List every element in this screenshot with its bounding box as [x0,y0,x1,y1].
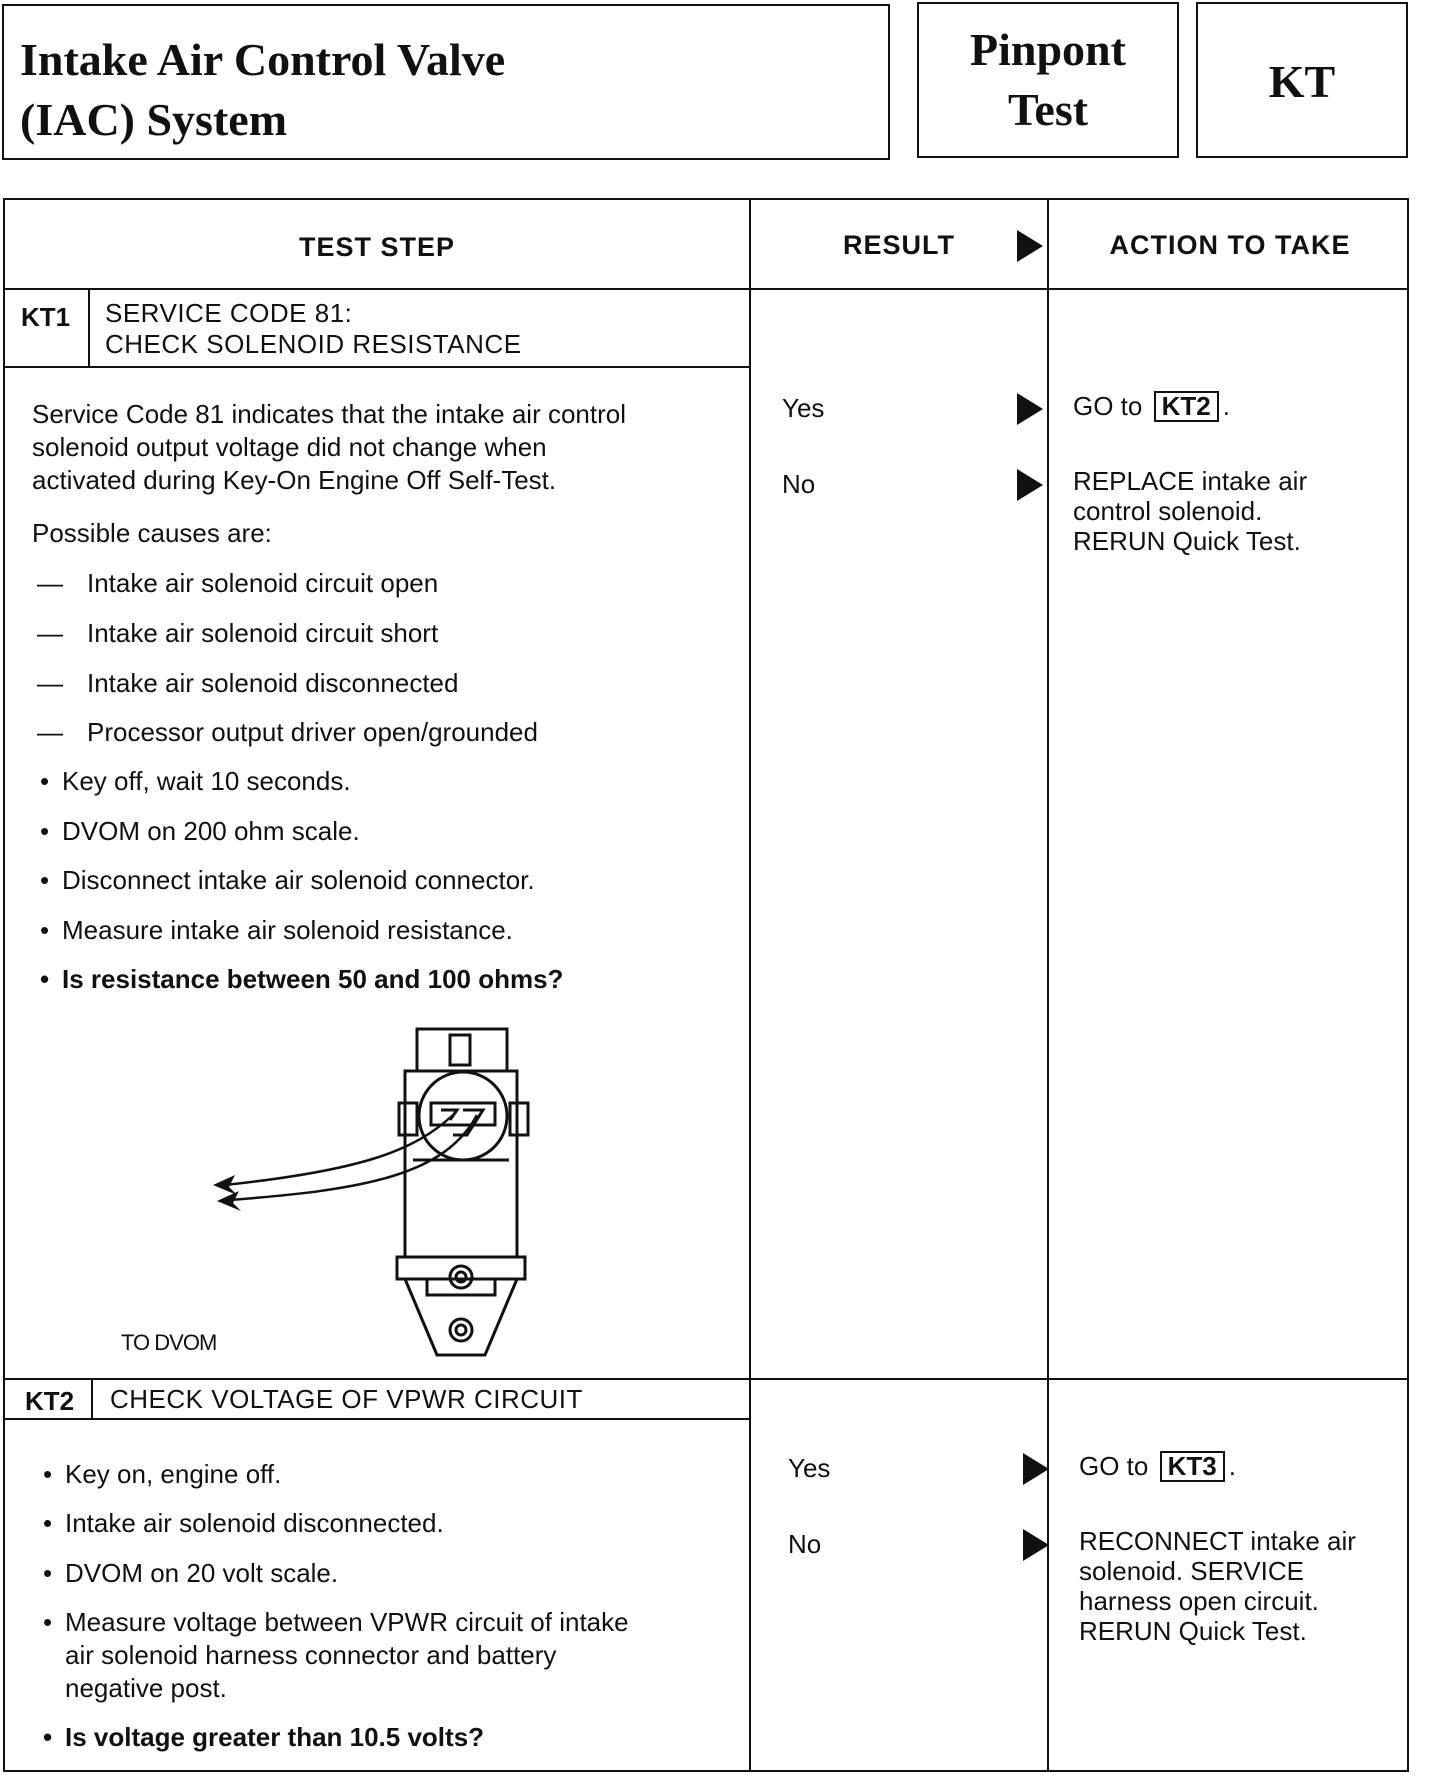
kt1-id-divider [88,290,90,368]
kt2-action-no-line: RECONNECT intake air [1079,1526,1356,1556]
kt2-action-yes-suffix: . [1228,1451,1236,1481]
kt1-step: • Key off, wait 10 seconds. [62,765,351,798]
kt2-action-no [1079,1526,1356,1646]
page-title [2,4,890,160]
kt1-yes-arrow-icon [1017,393,1043,425]
header-arrow-icon [1017,230,1043,262]
kt1-description [32,398,626,497]
title-line-1: Intake Air Control Valve [20,34,506,85]
pinpoint-test-table [3,198,1409,1772]
cause-item: — Intake air solenoid circuit open [87,567,438,600]
cause-item: — Intake air solenoid circuit short [87,617,438,650]
kt2-action-no-line: harness open circuit. [1079,1586,1319,1616]
kt2-action-yes [1079,1450,1236,1483]
kt1-action-yes [1073,390,1230,423]
kt1-title-line-1: SERVICE CODE 81: [105,298,353,328]
kt2-goto-kt3-link[interactable]: KT3 [1160,1451,1225,1482]
kt2-result-no: No [788,1529,822,1559]
causes-label: Possible causes are: [32,518,272,548]
kt1-no-arrow-icon [1017,469,1043,501]
kt1-description-line: activated during Key-On Engine Off Self-Test. [32,465,557,495]
column-header-test-step: TEST STEP [298,232,456,262]
kt1-action-no [1073,466,1307,556]
column-header-result: RESULT [843,230,955,260]
kt2-question: • Is voltage greater than 10.5 volts? [65,1721,484,1754]
solenoid-connector-diagram [105,1025,545,1495]
kt1-step: • Disconnect intake air solenoid connector. [62,864,535,897]
kt1-description-line: solenoid output voltage did not change when [32,432,547,462]
kt1-question: • Is resistance between 50 and 100 ohms? [62,963,563,996]
kt2-step-long-line: air solenoid harness connector and battery [65,1640,557,1670]
kt1-action-yes-prefix: GO to [1073,391,1143,421]
kt1-action-yes-suffix: . [1222,391,1230,421]
kt2-no-arrow-icon [1023,1529,1049,1561]
column-header-action: ACTION TO TAKE [1109,230,1351,260]
solenoid-figure [105,1025,545,1495]
kt2-action-no-line: RERUN Quick Test. [1079,1616,1307,1646]
cause-item: — Intake air solenoid disconnected [87,667,458,700]
kt1-action-no-line: control solenoid. [1073,496,1263,526]
kt1-goto-kt2-link[interactable]: KT2 [1154,391,1219,422]
kt1-title-line-2: CHECK SOLENOID RESISTANCE [105,329,522,359]
test-code: KT [1196,2,1408,158]
title-line-2: (IAC) System [20,94,288,145]
kt2-step: • DVOM on 20 volt scale. [65,1557,338,1590]
kt2-id-divider [91,1380,93,1420]
doc-type-line-1: Pinpont [970,24,1126,75]
document-type [917,2,1179,158]
kt1-step-id: KT1 [21,302,71,332]
kt1-step: • Measure intake air solenoid resistance. [62,914,513,947]
kt1-action-no-line: REPLACE intake air [1073,466,1308,496]
kt2-step-long-line: negative post. [65,1673,227,1703]
kt2-action-no-line: solenoid. SERVICE [1079,1556,1304,1586]
kt1-step: • DVOM on 200 ohm scale. [62,815,360,848]
kt2-step: • Intake air solenoid disconnected. [65,1507,444,1540]
kt1-description-line: Service Code 81 indicates that the intake air control [32,399,627,429]
kt2-action-yes-prefix: GO to [1079,1451,1149,1481]
kt2-yes-arrow-icon [1023,1453,1049,1485]
kt2-step-header [5,1380,751,1420]
column-divider [749,200,751,1770]
kt1-result-no: No [782,469,816,499]
doc-type-line-2: Test [1007,84,1089,135]
kt2-title: CHECK VOLTAGE OF VPWR CIRCUIT [110,1384,583,1414]
kt2-result-yes: Yes [788,1453,831,1483]
kt1-step-header [5,290,751,368]
kt2-step-long [65,1606,629,1705]
cause-item: — Processor output driver open/grounded [87,716,538,749]
kt1-result-yes: Yes [782,393,825,423]
kt2-step-id: KT2 [25,1386,75,1416]
kt2-step: • Key on, engine off. [65,1458,281,1491]
to-dvom-label: TO DVOM [121,1330,217,1355]
kt1-action-no-line: RERUN Quick Test. [1073,526,1301,556]
kt2-step-long-line: • Measure voltage between VPWR circuit of intake [65,1607,629,1637]
